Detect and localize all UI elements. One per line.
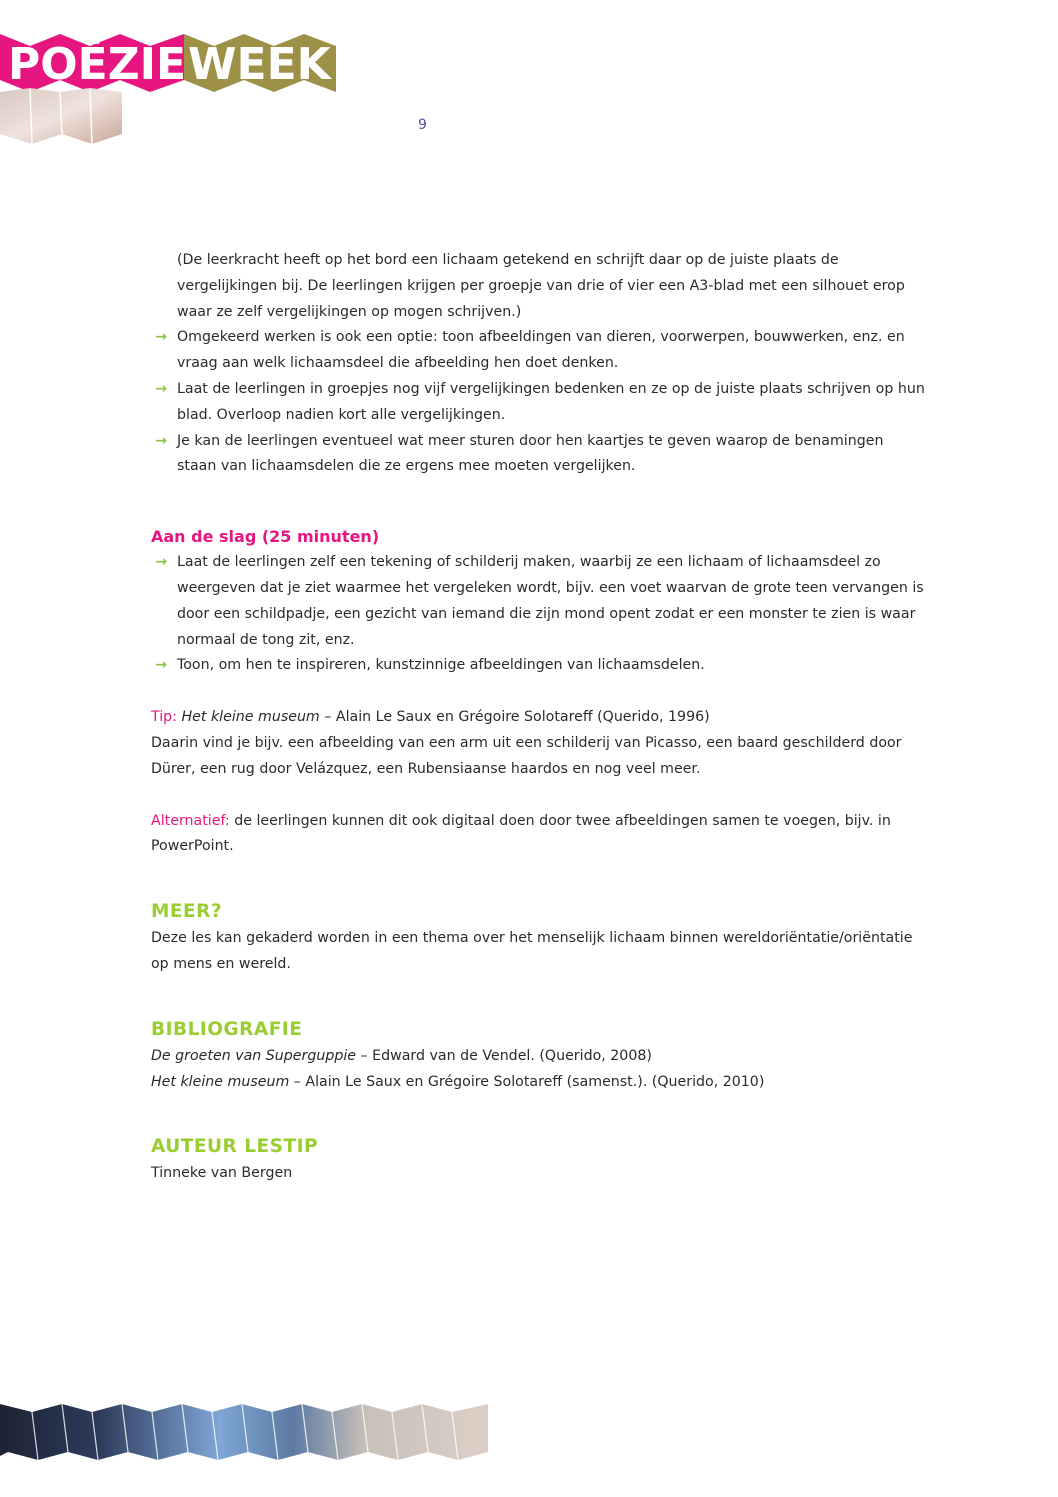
poezieweek-logo: [0, 34, 340, 146]
bibliography-item: Het kleine museum – Alain Le Saux en Grégoire Solotareff (samenst.). (Querido, 2010): [151, 1073, 765, 1090]
alternatief-label: Alternatief:: [151, 812, 230, 829]
list-item: → Omgekeerd werken is ook een optie: toon afbeeldingen van dieren, voorwerpen, bouwwerken, enz. en vraag aan welk lichaamsdeel die afbeelding hen doet denken.: [151, 325, 926, 377]
page-number: 9: [418, 117, 427, 133]
meer-heading: MEER?: [151, 901, 223, 923]
list-item: → Laat de leerlingen zelf een tekening of schilderij maken, waarbij ze een lichaam of lichaamsdeel zo weergeven dat je ziet waarmee het vergeleken wordt, bijv. een voet waarvan de grote teen vervangen is door een schildpadje, een gezicht van iemand die zijn mond opent zodat er een monster te zien is waar normaal de tong zit, enz.: [151, 550, 926, 653]
list-item: → Je kan de leerlingen eventueel wat meer sturen door hen kaartjes te geven waarop de benamingen staan van lichaamsdelen die ze ergens mee moeten vergelijken.: [151, 429, 926, 481]
intro-bullet-list: [151, 325, 926, 480]
aan-de-slag-bullet-list: [151, 550, 926, 679]
list-item: → Toon, om hen te inspireren, kunstzinnige afbeeldingen van lichaamsdelen.: [151, 653, 926, 679]
bibliography-item: De groeten van Superguppie – Edward van de Vendel. (Querido, 2008): [151, 1047, 652, 1064]
footer-image-band: [0, 1400, 490, 1462]
meer-text: Deze les kan gekaderd worden in een thema over het menselijk lichaam binnen wereldoriëntatie/oriëntatie op mens en wereld.: [151, 930, 913, 972]
arrow-right-icon: →: [155, 657, 167, 674]
tip-body: Daarin vind je bijv. een afbeelding van een arm uit een schilderij van Picasso, een baard geschilderd door Dürer, een rug door Velázquez, een Rubensiaanse haardos en nog veel meer.: [151, 734, 902, 777]
alternatief-line: Alternatief: de leerlingen kunnen dit ook digitaal doen door twee afbeeldingen samen te voegen, bijv. in PowerPoint.: [151, 812, 891, 855]
logo-text-poezie: POËZIE: [8, 39, 187, 90]
arrow-right-icon: →: [155, 329, 167, 346]
arrow-right-icon: →: [155, 380, 167, 397]
intro-text: (De leerkracht heeft op het bord een lichaam getekend en schrijft daar op de juiste plaats de vergelijkingen bij. De leerlingen krijgen per groepje van drie of vier een A3-blad met een silhouet erop waar ze zelf vergelijkingen op mogen schrijven.): [177, 252, 905, 320]
list-item: → Laat de leerlingen in groepjes nog vijf vergelijkingen bedenken en ze op de juiste plaats schrijven op hun blad. Overloop nadien kort alle vergelijkingen.: [151, 377, 926, 429]
arrow-right-icon: →: [155, 554, 167, 571]
aan-de-slag-heading: Aan de slag (25 minuten): [151, 527, 380, 547]
bibliografie-heading: BIBLIOGRAFIE: [151, 1018, 303, 1040]
logo-text-week: WEEK: [188, 39, 331, 90]
auteur-heading: AUTEUR LESTIP: [151, 1136, 319, 1158]
tip-label: Tip:: [151, 709, 177, 726]
arrow-right-icon: →: [155, 432, 167, 449]
tip-book-title: Het kleine museum: [181, 709, 320, 726]
tip-line: Tip: Het kleine museum – Alain Le Saux en Grégoire Solotareff (Querido, 1996): [151, 709, 710, 726]
auteur-name: Tinneke van Bergen: [151, 1165, 293, 1182]
main-content: [151, 248, 926, 1187]
